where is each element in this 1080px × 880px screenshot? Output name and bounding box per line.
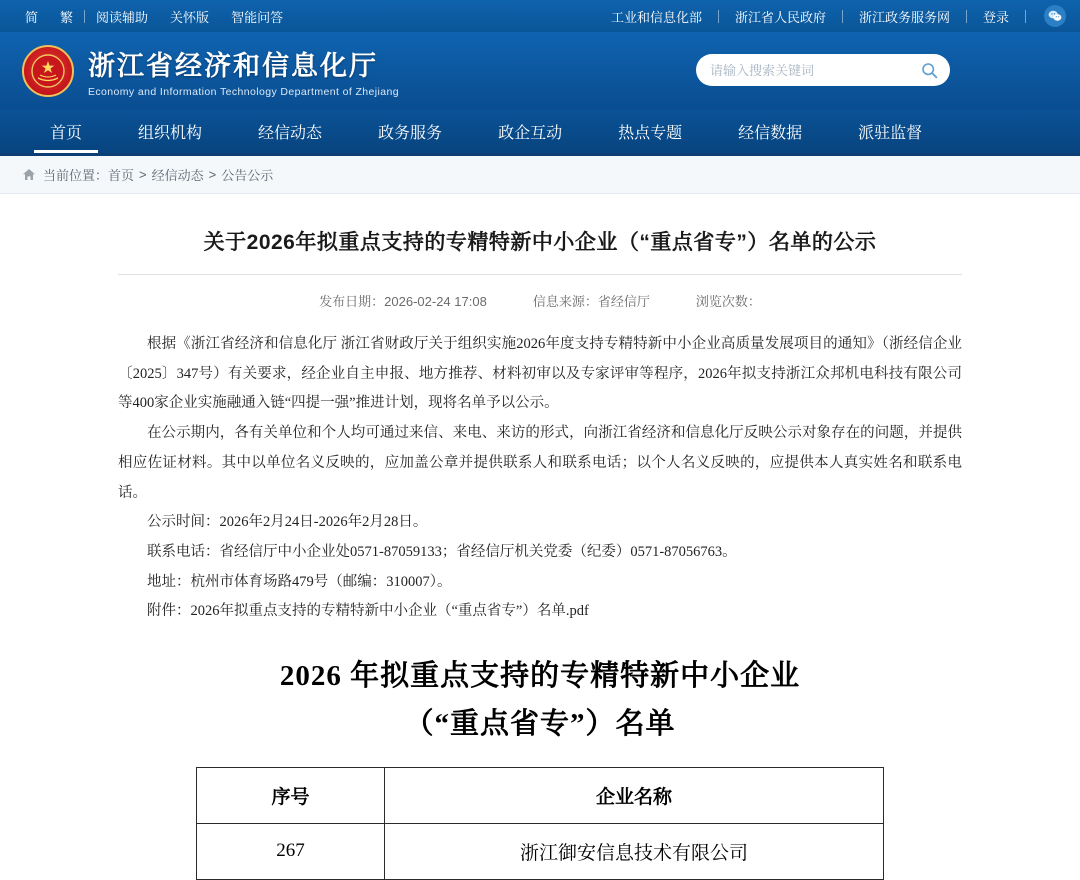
company-list-table <box>196 767 884 880</box>
article-paragraph-1: 根据《浙江省经济和信息化厅 浙江省财政厅关于组织实施2026年度支持专精特新中小企业高质量发展项目的通知》（浙经信企业〔2025〕347号）有关要求，经企业自主申报、地方推荐、材料初审以及专家评审等程序，2026年拟支持浙江众邦机电科技有限公司等400家企业实施融通入链“四提一强”推进计划，现将名单予以公示。 <box>118 336 962 412</box>
nav-item-services[interactable]: 政务服务 <box>378 125 443 142</box>
site-title-cn: 浙江省经济和信息化厅 <box>88 51 378 81</box>
national-emblem-icon <box>22 45 74 97</box>
nav-item-organization[interactable]: 组织机构 <box>138 125 203 142</box>
breadcrumb-prefix: 当前位置： <box>43 168 109 183</box>
meta-source <box>533 291 650 310</box>
search-box[interactable] <box>696 54 950 86</box>
article-paragraph-2: 在公示期内，各有关单位和个人均可通过来信、来电、来访的形式，向浙江省经济和信息化厅反映公示对象存在的问题，并提供相应佐证材料。其中以单位名义反映的，应加盖公章并提供联系人和联系电话；以个人名义反映的，应提供本人真实姓名和联系电话。 <box>118 425 962 501</box>
topbar-item-lang-simplified[interactable]: 简 <box>25 9 39 25</box>
nav-item-topics[interactable]: 热点专题 <box>618 125 683 142</box>
topbar-item-smart-qa[interactable]: 智能问答 <box>231 9 284 25</box>
site-title-en: Economy and Information Technology Department of Zhejiang <box>88 86 399 98</box>
site-header <box>0 32 1080 110</box>
nav-item-supervision[interactable]: 派驻监督 <box>858 125 923 142</box>
page-title: 关于2026年拟重点支持的专精特新中小企业（“重点省专”）名单的公示 <box>118 194 962 275</box>
meta-publish-label: 发布日期： <box>319 294 385 309</box>
table-header-company: 企业名称 <box>385 767 884 823</box>
article-paragraph-5: 地址：杭州市体育场路479号（邮编：310007）。 <box>147 573 452 590</box>
nav-item-data[interactable]: 经信数据 <box>738 125 803 142</box>
article-body <box>118 316 962 627</box>
table-cell-index: 267 <box>197 823 385 879</box>
topbar-item-care-version[interactable]: 关怀版 <box>170 9 210 25</box>
article-attachment-line[interactable]: 附件：2026年拟重点支持的专精特新中小企业（“重点省专”）名单.pdf <box>147 603 589 620</box>
breadcrumb-item-news[interactable]: 经信动态 <box>151 168 204 183</box>
meta-source-value: 省经信厅 <box>597 294 650 309</box>
nav-item-interaction[interactable]: 政企互动 <box>498 125 563 142</box>
attachment-doc-title <box>118 653 962 749</box>
topbar-link-zj-gov[interactable]: 浙江省人民政府 <box>734 9 826 25</box>
breadcrumb-item-home[interactable]: 首页 <box>108 168 135 183</box>
nav-item-news[interactable]: 经信动态 <box>258 125 323 142</box>
table-cell-company: 浙江御安信息技术有限公司 <box>385 823 884 879</box>
site-title <box>88 44 399 98</box>
breadcrumb-separator: > <box>208 167 217 182</box>
attachment-doc-title-line2: （“重点省专”）名单 <box>404 708 676 741</box>
topbar-left-group <box>14 7 294 26</box>
main-nav <box>0 110 1080 156</box>
meta-publish-date <box>319 291 487 310</box>
article-container <box>0 194 1080 880</box>
article-paragraph-4: 联系电话：省经信厅中小企业处0571-87059133；省经信厅机关党委（纪委）0571-87056763。 <box>147 544 737 561</box>
table-header-index: 序号 <box>197 767 385 823</box>
nav-item-home[interactable]: 首页 <box>22 110 110 153</box>
breadcrumb-separator: > <box>139 167 147 182</box>
divider <box>1025 10 1026 23</box>
attachment-doc-title-line1: 2026 年拟重点支持的专精特新中小企业 <box>279 660 801 693</box>
topbar-right-group <box>595 5 1066 27</box>
topbar-item-reading-assist[interactable]: 阅读辅助 <box>96 9 149 25</box>
table-header-row <box>197 767 884 823</box>
article-paragraph-3: 公示时间：2026年2月24日-2026年2月28日。 <box>147 514 428 531</box>
meta-publish-value: 2026-02-24 17:08 <box>384 294 487 309</box>
meta-source-label: 信息来源： <box>532 294 598 309</box>
home-icon <box>22 168 36 181</box>
topbar-link-login[interactable]: 登录 <box>982 9 1009 25</box>
article-meta <box>118 275 962 316</box>
search-icon[interactable] <box>921 62 938 79</box>
search-input[interactable] <box>708 62 921 79</box>
table-row <box>197 823 884 879</box>
breadcrumb-item-announcement[interactable]: 公告公示 <box>221 168 274 183</box>
meta-views <box>696 291 761 310</box>
breadcrumb <box>0 156 1080 194</box>
top-utility-bar <box>0 0 1080 32</box>
meta-views-label: 浏览次数： <box>695 294 761 309</box>
topbar-item-lang-traditional[interactable]: 繁 <box>60 9 74 25</box>
topbar-link-miit[interactable]: 工业和信息化部 <box>610 9 702 25</box>
topbar-link-zjzwfw[interactable]: 浙江政务服务网 <box>858 9 950 25</box>
wechat-icon[interactable] <box>1044 5 1066 27</box>
